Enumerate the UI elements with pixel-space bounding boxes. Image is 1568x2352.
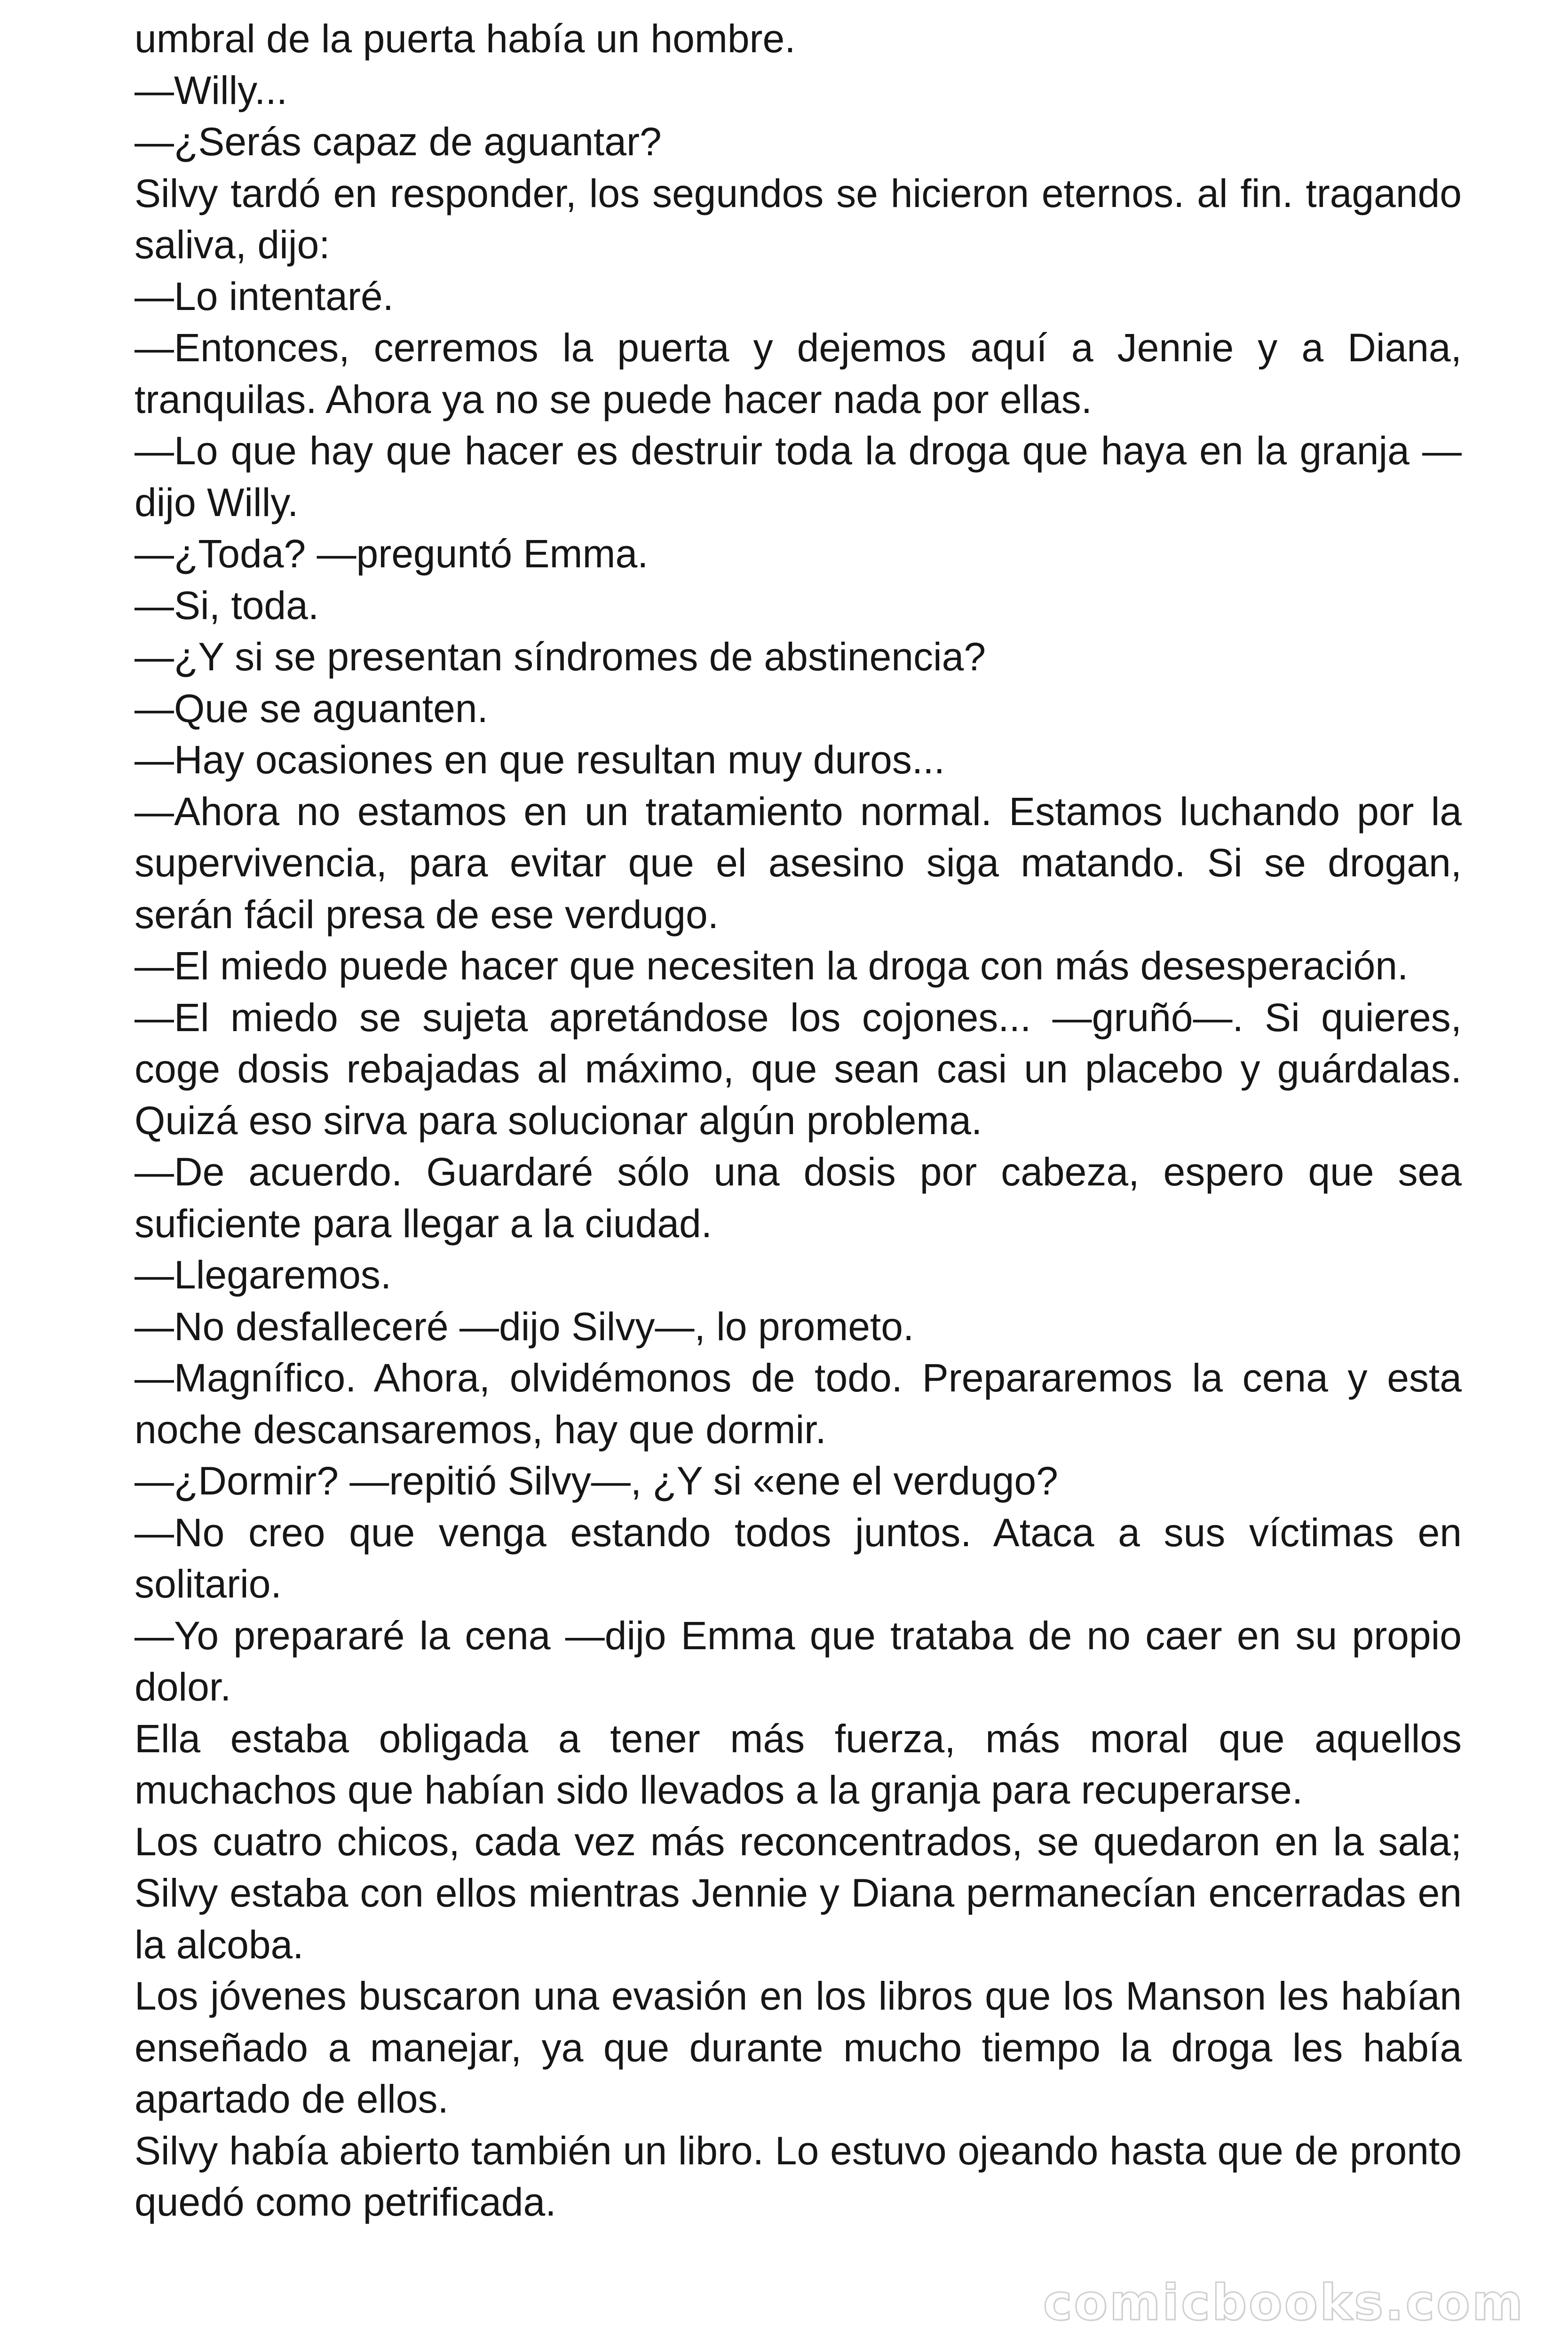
paragraph-26: Silvy había abierto también un libro. Lo estuvo ojeando hasta que de pronto quedó como petrificada. — [135, 2128, 1462, 2224]
paragraph-24: Los cuatro chicos, cada vez más reconcentrados, se quedaron en la sala; Silvy estaba con ellos mientras Jennie y Diana permanecían encerradas en la alcoba. — [135, 1819, 1462, 1967]
paragraph-8: —¿Toda? —preguntó Emma. — [135, 532, 649, 576]
paragraph-25: Los jóvenes buscaron una evasión en los libros que los Manson les habían enseñado a manejar, ya que durante mucho tiempo la droga les había apartado de ellos. — [135, 1974, 1462, 2121]
paragraph-19: —Magnífico. Ahora, olvidémonos de todo. Prepararemos la cena y esta noche descansaremos, hay que dormir. — [135, 1356, 1462, 1452]
paragraph-11: —Que se aguanten. — [135, 686, 488, 731]
paragraph-9: —Si, toda. — [135, 583, 319, 628]
paragraph-4: Silvy tardó en responder, los segundos se hicieron eternos. al fin. tragando saliva, dijo: — [135, 171, 1462, 267]
paragraph-14: —El miedo puede hacer que necesiten la droga con más desesperación. — [135, 944, 1409, 988]
page-text — [135, 13, 1462, 2228]
paragraph-18: —No desfalleceré —dijo Silvy—, lo prometo. — [135, 1304, 914, 1349]
paragraph-17: —Llegaremos. — [135, 1253, 392, 1297]
watermark: comicbooks.com — [1043, 2274, 1525, 2331]
paragraph-5: —Lo intentaré. — [135, 274, 394, 318]
paragraph-21: —No creo que venga estando todos juntos. Ataca a sus víctimas en solitario. — [135, 1510, 1462, 1606]
paragraph-2: —Willy... — [135, 68, 288, 112]
paragraph-20: —¿Dormir? —repitió Silvy—, ¿Y si «ene el verdugo? — [135, 1459, 1058, 1503]
paragraph-10: —¿Y si se presentan síndromes de abstinencia? — [135, 635, 986, 679]
paragraph-16: —De acuerdo. Guardaré sólo una dosis por cabeza, espero que sea suficiente para llegar a la ciudad. — [135, 1150, 1462, 1246]
paragraph-3: —¿Serás capaz de aguantar? — [135, 119, 662, 164]
paragraph-15: —El miedo se sujeta apretándose los cojones... —gruñó—. Si quieres, coge dosis rebajadas al máximo, que sean casi un placebo y guárdalas. Quizá eso sirva para solucionar algún problema. — [135, 995, 1462, 1143]
paragraph-23: Ella estaba obligada a tener más fuerza, más moral que aquellos muchachos que habían sido llevados a la granja para recuperarse. — [135, 1716, 1462, 1812]
paragraph-22: —Yo prepararé la cena —dijo Emma que trataba de no caer en su propio dolor. — [135, 1613, 1462, 1709]
paragraph-1: umbral de la puerta había un hombre. — [135, 16, 796, 61]
paragraph-7: —Lo que hay que hacer es destruir toda la droga que haya en la granja —dijo Willy. — [135, 429, 1462, 524]
paragraph-12: —Hay ocasiones en que resultan muy duros... — [135, 738, 945, 782]
paragraph-6: —Entonces, cerremos la puerta y dejemos aquí a Jennie y a Diana, tranquilas. Ahora ya no se puede hacer nada por ellas. — [135, 326, 1462, 421]
paragraph-13: —Ahora no estamos en un tratamiento normal. Estamos luchando por la supervivencia, para evitar que el asesino siga matando. Si se drogan, serán fácil presa de ese verdugo. — [135, 789, 1462, 937]
